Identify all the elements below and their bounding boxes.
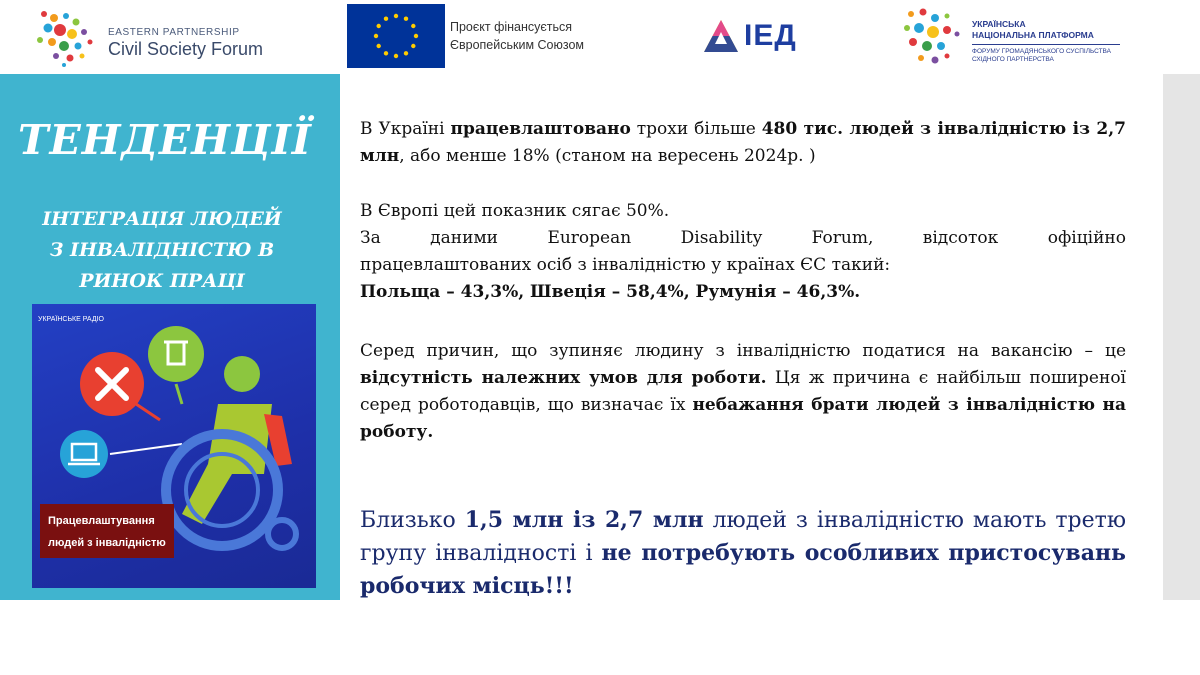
unp-dots-icon [897, 6, 963, 68]
right-strip [1163, 74, 1200, 600]
unp-subtitle-line2: СХІДНОГО ПАРТНЕРСТВА [972, 56, 1054, 63]
csf-subtitle: EASTERN PARTNERSHIP [108, 27, 240, 38]
p3-bold-d: небажання брати людей з інвалідністю на роботу. [360, 395, 1126, 442]
ukrainian-radio-logo: УКРАЇНСЬКЕ РАДІО [38, 316, 104, 323]
eu-funding-text [450, 18, 584, 54]
subtitle-line1: ІНТЕГРАЦІЯ ЛЮДЕЙ [42, 208, 282, 230]
p3-text-c: Ця ж причина є найбільш поширеної серед роботодавців, що визначає їх [360, 368, 1126, 415]
p1-text-e: , або менше 18% (станом на вересень 2024р. ) [399, 146, 816, 166]
unp-title-line1: УКРАЇНСЬКА [972, 19, 1026, 29]
eu-flag-icon [347, 4, 445, 68]
p2-line2: За даними European Disability Forum, відсоток офіційно [360, 228, 1126, 248]
subtitle-line2: З ІНВАЛІДНІСТЮ В [49, 239, 275, 261]
ied-text: ІЕД [744, 19, 797, 52]
eu-text-line1: Проєкт фінансується [450, 20, 573, 34]
laptop-icon [60, 430, 108, 478]
unp-divider [972, 44, 1120, 45]
eu-text-line2: Європейським Союзом [450, 38, 585, 52]
p2-line4-bold: Польща – 43,3%, Швеція – 58,4%, Румунія – 46,3%. [360, 282, 861, 302]
ied-triangle-icon [702, 18, 740, 54]
slide-title: ТЕНДЕНЦІЇ [18, 116, 312, 164]
paragraph-conclusion [360, 504, 1126, 603]
p1-bold-b: працевлаштовано [450, 119, 631, 139]
unp-title [972, 19, 1094, 41]
paragraph-reasons [360, 338, 1126, 446]
promo-caption-line2: людей з інвалідністю [48, 537, 166, 549]
p4-text-c: людей з інвалідністю мають третю групу інвалідності і [360, 508, 1126, 566]
left-panel [0, 74, 340, 600]
p1-text-a: В Україні [360, 119, 451, 139]
unp-title-line2: НАЦІОНАЛЬНА ПЛАТФОРМА [972, 30, 1094, 40]
csf-title: Civil Society Forum [108, 39, 264, 59]
ukrainian-national-platform-logo [897, 6, 1137, 70]
paragraph-europe [360, 198, 1126, 306]
p3-bold-b: відсутність належних умов для роботи. [360, 368, 767, 388]
unp-subtitle-line1: ФОРУМУ ГРОМАДЯНСЬКОГО СУСПІЛЬСТВА [972, 48, 1112, 55]
p1-text-c: трохи більше [630, 119, 762, 139]
paragraph-employment-ukraine [360, 116, 1126, 170]
unp-subtitle [972, 48, 1111, 64]
promo-caption [40, 504, 174, 558]
p2-line3: працевлаштованих осіб з інвалідністю у країнах ЄС такий: [360, 255, 891, 275]
header-logos [0, 0, 1200, 74]
promo-image [32, 304, 316, 588]
promo-caption-line1: Працевлаштування [48, 515, 155, 527]
p2-line1: В Європі цей показник сягає 50%. [360, 201, 670, 221]
p1-bold-d: 480 тис. людей з інвалідністю із 2,7 млн [360, 119, 1126, 166]
dots-logo-icon [32, 8, 102, 68]
subtitle-line3: РИНОК ПРАЦІ [79, 270, 245, 292]
slide-subtitle [16, 204, 308, 297]
p4-bold-b: 1,5 млн із 2,7 млн [464, 507, 704, 533]
ied-logo [702, 18, 812, 56]
p3-text-a: Серед причин, що зупиняє людину з інвалідністю податися на вакансію – це [360, 341, 1126, 361]
p4-bold-d: не потребують особливих пристосувань робочих місць!!! [360, 540, 1126, 599]
civil-society-forum-logo [32, 8, 292, 68]
p4-text-a: Близько [360, 508, 465, 533]
bin-icon [148, 326, 204, 382]
